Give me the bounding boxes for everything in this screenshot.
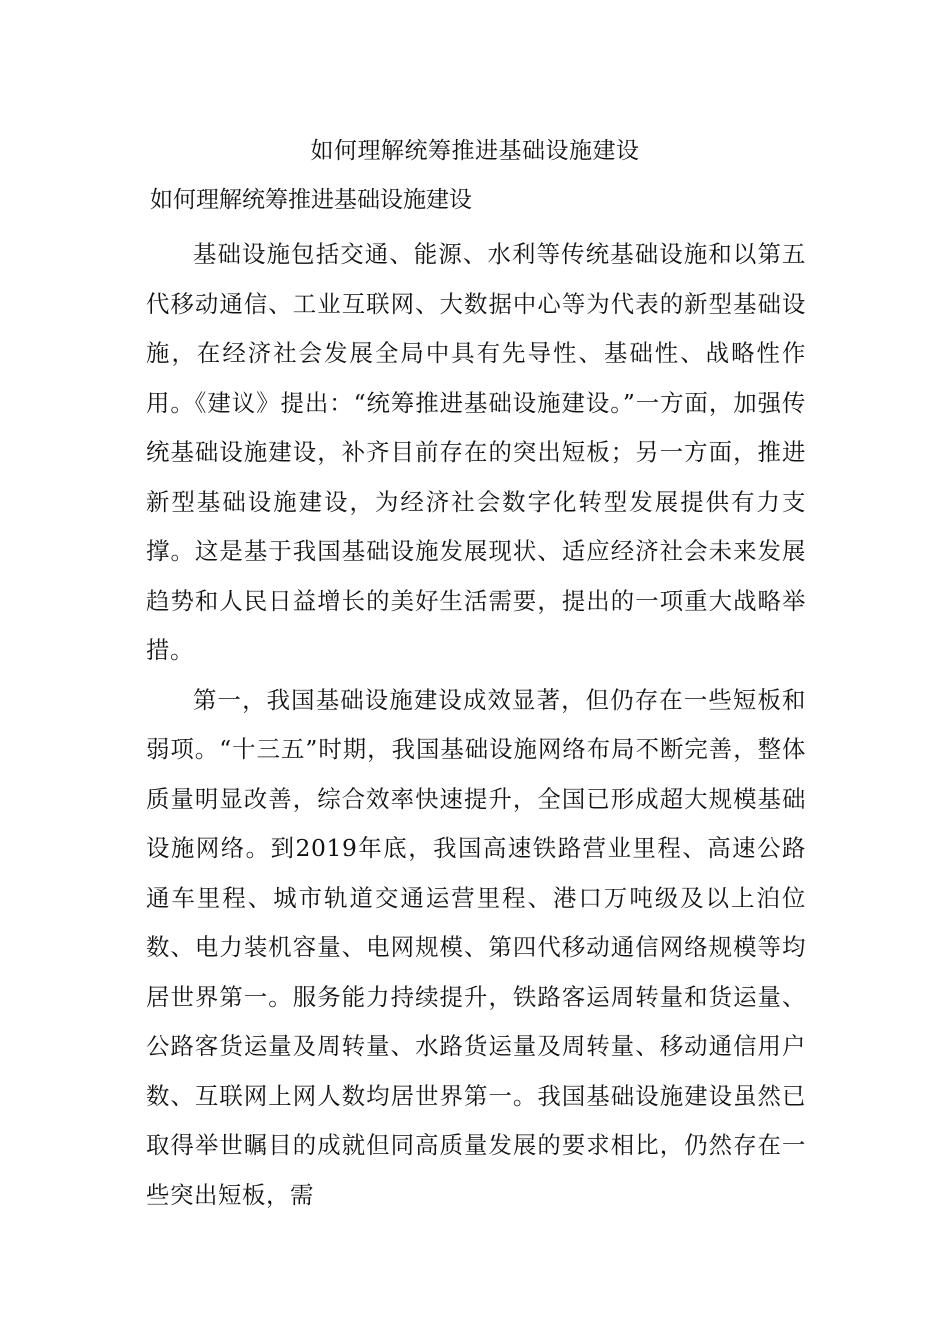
- paragraph-1: 基础设施包括交通、能源、水利等传统基础设施和以第五代移动通信、工业互联网、大数据中心等为代表的新型基础设施，在经济社会发展全局中具有先导性、基础性、战略性作用。《建议》提出：“统筹推进基础设施建设。”一方面，加强传统基础设施建设，补齐目前存在的突出短板；另一方面，推进新型基础设施建设，为经济社会数字化转型发展提供有力支撑。这是基于我国基础设施发展现状、适应经济社会未来发展趋势和人民日益增长的美好生活需要，提出的一项重大战略举措。: [146, 240, 806, 664]
- paragraph-2: 第一，我国基础设施建设成效显著，但仍存在一些短板和弱项。“十三五”时期，我国基础设施网络布局不断完善，整体质量明显改善，综合效率快速提升，全国已形成超大规模基础设施网络。到2019年底，我国高速铁路营业里程、高速公路通车里程、城市轨道交通运营里程、港口万吨级及以上泊位数、电力装机容量、电网规模、第四代移动通信网络规模等均居世界第一。服务能力持续提升，铁路客运周转量和货运量、公路客货运量及周转量、水路货运量及周转量、移动通信用户数、互联网上网人数均居世界第一。我国基础设施建设虽然已取得举世瞩目的成就但同高质量发展的要求相比，仍然存在一些突出短板，需: [146, 685, 806, 1209]
- document-body: [146, 230, 806, 1220]
- document-subtitle: 如何理解统筹推进基础设施建设: [150, 187, 472, 213]
- document-title: 如何理解统筹推进基础设施建设: [310, 138, 640, 164]
